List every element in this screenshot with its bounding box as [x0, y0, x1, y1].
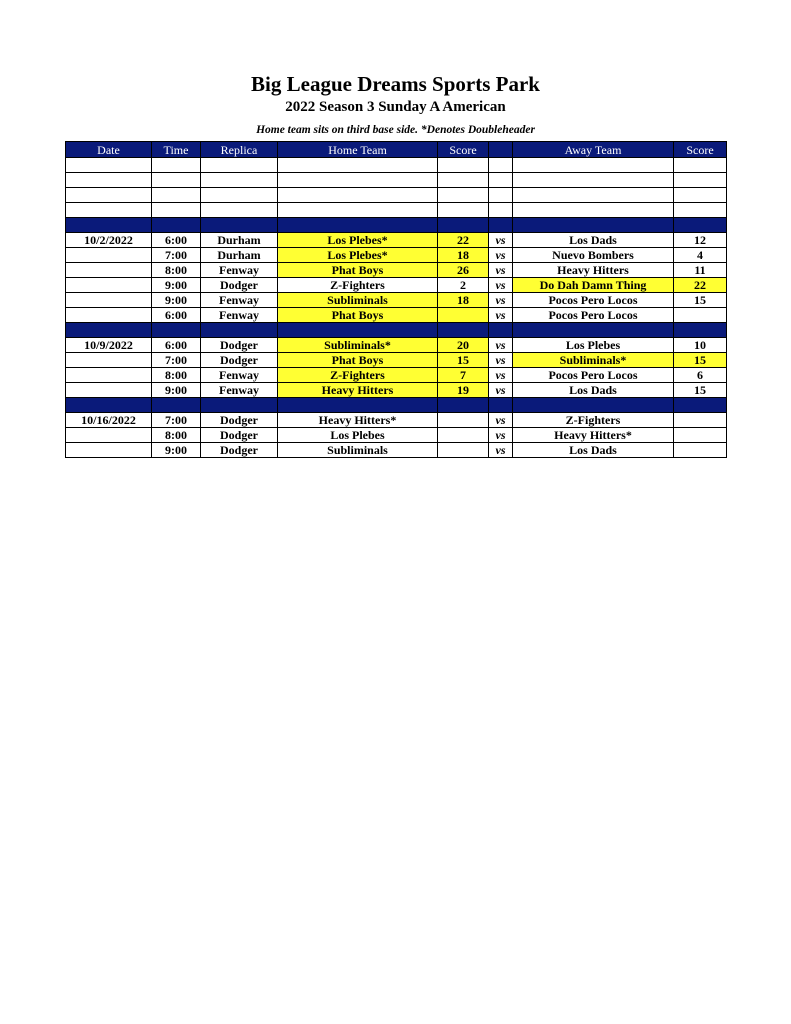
- vs-label: vs: [489, 293, 513, 308]
- game-date: 10/2/2022: [66, 233, 152, 248]
- away-team: Los Dads: [513, 233, 674, 248]
- away-team: Pocos Pero Locos: [513, 308, 674, 323]
- page-title: Big League Dreams Sports Park: [251, 72, 540, 96]
- game-replica: Durham: [201, 233, 278, 248]
- game-replica: Dodger: [201, 443, 278, 458]
- away-team: Los Dads: [513, 383, 674, 398]
- home-score: [438, 443, 489, 458]
- home-team: Subliminals: [278, 443, 438, 458]
- vs-label: vs: [489, 263, 513, 278]
- home-score: 20: [438, 338, 489, 353]
- game-date: [66, 263, 152, 278]
- game-row: [66, 248, 727, 263]
- blank-row: [66, 173, 727, 188]
- home-team: Subliminals*: [278, 338, 438, 353]
- home-score: 22: [438, 233, 489, 248]
- vs-label: vs: [489, 443, 513, 458]
- home-score: 2: [438, 278, 489, 293]
- game-replica: Dodger: [201, 428, 278, 443]
- page-subtitle: 2022 Season 3 Sunday A American: [285, 99, 506, 115]
- game-date: [66, 368, 152, 383]
- away-team: Do Dah Damn Thing: [513, 278, 674, 293]
- vs-label: vs: [489, 248, 513, 263]
- home-score: 15: [438, 353, 489, 368]
- game-time: 7:00: [152, 413, 201, 428]
- game-replica: Durham: [201, 248, 278, 263]
- home-team: Heavy Hitters*: [278, 413, 438, 428]
- vs-label: vs: [489, 368, 513, 383]
- game-date: [66, 383, 152, 398]
- home-team: Phat Boys: [278, 263, 438, 278]
- away-team: Nuevo Bombers: [513, 248, 674, 263]
- away-score: 6: [674, 368, 727, 383]
- away-score: [674, 413, 727, 428]
- game-row: [66, 383, 727, 398]
- home-team: Phat Boys: [278, 353, 438, 368]
- game-row: [66, 293, 727, 308]
- game-row: [66, 428, 727, 443]
- game-row: [66, 233, 727, 248]
- game-time: 6:00: [152, 308, 201, 323]
- week-separator: [66, 218, 727, 233]
- vs-label: vs: [489, 383, 513, 398]
- vs-label: vs: [489, 308, 513, 323]
- home-score: 18: [438, 293, 489, 308]
- away-team: Pocos Pero Locos: [513, 293, 674, 308]
- game-time: 9:00: [152, 383, 201, 398]
- home-score: 7: [438, 368, 489, 383]
- away-team: Heavy Hitters*: [513, 428, 674, 443]
- vs-label: vs: [489, 278, 513, 293]
- game-time: 9:00: [152, 443, 201, 458]
- vs-label: vs: [489, 413, 513, 428]
- header-time: Time: [152, 142, 201, 158]
- week-separator: [66, 398, 727, 413]
- game-replica: Dodger: [201, 413, 278, 428]
- header-row: [66, 142, 727, 158]
- doubleheader-note: Home team sits on third base side. *Denotes Doubleheader: [256, 124, 535, 136]
- header-replica: Replica: [201, 142, 278, 158]
- away-score: 15: [674, 353, 727, 368]
- game-time: 7:00: [152, 353, 201, 368]
- game-time: 8:00: [152, 263, 201, 278]
- home-score: 26: [438, 263, 489, 278]
- game-row: [66, 263, 727, 278]
- vs-label: vs: [489, 353, 513, 368]
- away-team: Z-Fighters: [513, 413, 674, 428]
- vs-label: vs: [489, 338, 513, 353]
- game-date: [66, 293, 152, 308]
- header-vs: [489, 142, 513, 158]
- home-score: 19: [438, 383, 489, 398]
- blank-row: [66, 158, 727, 173]
- game-replica: Dodger: [201, 278, 278, 293]
- game-date: [66, 353, 152, 368]
- away-team: Los Plebes: [513, 338, 674, 353]
- away-team: Los Dads: [513, 443, 674, 458]
- game-time: 8:00: [152, 428, 201, 443]
- home-team: Phat Boys: [278, 308, 438, 323]
- schedule-table: [65, 141, 727, 458]
- game-time: 9:00: [152, 293, 201, 308]
- vs-label: vs: [489, 233, 513, 248]
- home-team: Z-Fighters: [278, 278, 438, 293]
- header-home-score: Score: [438, 142, 489, 158]
- away-score: 4: [674, 248, 727, 263]
- game-replica: Fenway: [201, 383, 278, 398]
- game-row: [66, 353, 727, 368]
- blank-row: [66, 188, 727, 203]
- game-replica: Dodger: [201, 338, 278, 353]
- away-score: [674, 428, 727, 443]
- blank-row: [66, 203, 727, 218]
- game-date: [66, 278, 152, 293]
- game-replica: Fenway: [201, 293, 278, 308]
- home-team: Z-Fighters: [278, 368, 438, 383]
- game-time: 9:00: [152, 278, 201, 293]
- game-time: 6:00: [152, 233, 201, 248]
- game-replica: Fenway: [201, 368, 278, 383]
- schedule-body: [66, 158, 727, 458]
- away-team: Pocos Pero Locos: [513, 368, 674, 383]
- header-home-team: Home Team: [278, 142, 438, 158]
- header-away-team: Away Team: [513, 142, 674, 158]
- game-date: 10/9/2022: [66, 338, 152, 353]
- away-score: 15: [674, 383, 727, 398]
- game-date: [66, 248, 152, 263]
- home-score: 18: [438, 248, 489, 263]
- home-team: Los Plebes: [278, 428, 438, 443]
- game-time: 6:00: [152, 338, 201, 353]
- game-date: [66, 428, 152, 443]
- away-team: Heavy Hitters: [513, 263, 674, 278]
- away-score: 11: [674, 263, 727, 278]
- away-score: 10: [674, 338, 727, 353]
- header-date: Date: [66, 142, 152, 158]
- home-team: Los Plebes*: [278, 248, 438, 263]
- away-score: [674, 443, 727, 458]
- away-score: [674, 308, 727, 323]
- game-replica: Fenway: [201, 263, 278, 278]
- game-row: [66, 278, 727, 293]
- home-team: Heavy Hitters: [278, 383, 438, 398]
- header-away-score: Score: [674, 142, 727, 158]
- game-row: [66, 443, 727, 458]
- home-score: [438, 413, 489, 428]
- game-row: [66, 413, 727, 428]
- home-team: Subliminals: [278, 293, 438, 308]
- home-score: [438, 308, 489, 323]
- away-team: Subliminals*: [513, 353, 674, 368]
- away-score: 22: [674, 278, 727, 293]
- game-row: [66, 368, 727, 383]
- game-row: [66, 308, 727, 323]
- week-separator: [66, 323, 727, 338]
- home-score: [438, 428, 489, 443]
- game-date: 10/16/2022: [66, 413, 152, 428]
- game-replica: Fenway: [201, 308, 278, 323]
- away-score: 15: [674, 293, 727, 308]
- home-team: Los Plebes*: [278, 233, 438, 248]
- game-time: 8:00: [152, 368, 201, 383]
- game-time: 7:00: [152, 248, 201, 263]
- game-replica: Dodger: [201, 353, 278, 368]
- vs-label: vs: [489, 428, 513, 443]
- game-date: [66, 308, 152, 323]
- away-score: 12: [674, 233, 727, 248]
- game-date: [66, 443, 152, 458]
- game-row: [66, 338, 727, 353]
